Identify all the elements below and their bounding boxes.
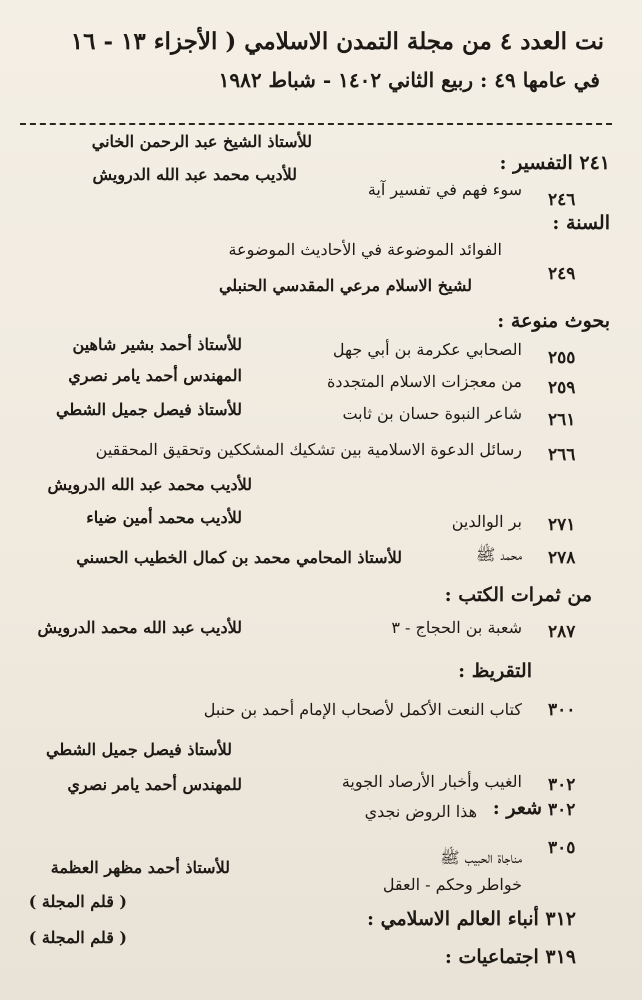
entry-number: ٢٧١	[548, 515, 576, 535]
section-thamarat: من ثمرات الكتب :	[444, 584, 592, 606]
entry-author: للأديب محمد أمين ضياء	[86, 508, 242, 527]
section-buhuth: بحوث منوعة :	[497, 310, 610, 332]
entry-number: ٢٥٩	[548, 378, 576, 398]
entry-author: ( قلم المجلة )	[28, 892, 127, 911]
entry-author: للأديب محمد عبد الله الدرويش	[47, 475, 252, 494]
entry-number: ٣٠٢	[548, 775, 576, 795]
section-taqriz: التقريظ :	[458, 660, 532, 682]
entry-title: الصحابي عكرمة بن أبي جهل	[332, 340, 522, 359]
entry-number: ٢٥٥	[548, 348, 576, 368]
entry-number: ٣٠٠	[548, 700, 576, 720]
entry-title: هذا الروض نجدي	[364, 802, 477, 821]
entry-author: للأستاذ أحمد مظهر العظمة	[50, 858, 230, 877]
entry-author: للأستاذ فيصل جميل الشطي	[56, 400, 242, 419]
entry-number: ٢٦١	[548, 410, 576, 430]
entry-title: مناجاة الحبيب ﷺ	[440, 848, 522, 867]
entry-number: ٣٠٢	[548, 800, 576, 820]
entry-title: شاعر النبوة حسان بن ثابت	[342, 404, 522, 423]
entry-number: ٢٤٦	[548, 190, 576, 210]
entry-title: سوء فهم في تفسير آية	[367, 180, 522, 199]
entry-number: ٢٧٨	[548, 548, 576, 568]
entry-title: رسائل الدعوة الاسلامية بين تشكيك المشككين وتحقيق المحققين	[95, 440, 522, 459]
header-line-2: في عامها ٤٩ : ربيع الثاني ١٤٠٢ - شباط ١٩٨٢	[218, 68, 600, 92]
entry-number: ٢٦٦	[548, 445, 576, 465]
entry-number: ٢٨٧	[548, 622, 576, 642]
entry-author: لشيخ الاسلام مرعي المقدسي الحنبلي	[218, 276, 472, 295]
entry-author: للأستاذ فيصل جميل الشطي	[46, 740, 232, 759]
entry-title: شعبة بن الحجاج - ٣	[391, 618, 522, 637]
entry-title: خواطر وحكم - العقل	[382, 875, 522, 894]
entry-title: من معجزات الاسلام المتجددة	[326, 372, 522, 391]
entry-author: للأستاذ المحامي محمد بن كمال الخطيب الحسني	[76, 548, 402, 567]
entry-title: الفوائد الموضوعة في الأحاديث الموضوعة	[228, 240, 502, 259]
entry-number: ٣٠٥	[548, 838, 576, 858]
intro-author: للأستاذ الشيخ عبد الرحمن الخاني	[91, 132, 312, 151]
section-sunna: السنة :	[552, 212, 610, 234]
dashed-divider	[20, 123, 612, 125]
entry-heading: ٣١٩ اجتماعيات :	[444, 946, 576, 968]
entry-author: للأستاذ أحمد بشير شاهين	[72, 335, 242, 354]
entry-label: شعر :	[492, 797, 542, 819]
header-line-1: نت العدد ٤ من مجلة التمدن الاسلامي ( الأجزاء ١٣ - ١٦	[70, 28, 604, 55]
entry-title: محمد ﷺ	[475, 545, 522, 564]
entry-heading: ٣١٢ أنباء العالم الاسلامي :	[367, 908, 576, 930]
entry-author: ( قلم المجلة )	[28, 928, 127, 947]
entry-author: للمهندس أحمد يامر نصري	[67, 775, 242, 794]
entry-author: المهندس أحمد يامر نصري	[68, 366, 242, 385]
entry-author: للأديب عبد الله محمد الدرويش	[37, 618, 242, 637]
entry-title: الغيب وأخبار الأرصاد الجوية	[341, 772, 522, 791]
section-tafsir: ٢٤١ التفسير :	[499, 152, 610, 174]
entry-title: كتاب النعت الأكمل لأصحاب الإمام أحمد بن حنبل	[203, 700, 522, 719]
entry-number: ٢٤٩	[548, 264, 576, 284]
entry-author: للأديب محمد عبد الله الدرويش	[92, 165, 297, 184]
entry-title: بر الوالدين	[451, 512, 522, 531]
